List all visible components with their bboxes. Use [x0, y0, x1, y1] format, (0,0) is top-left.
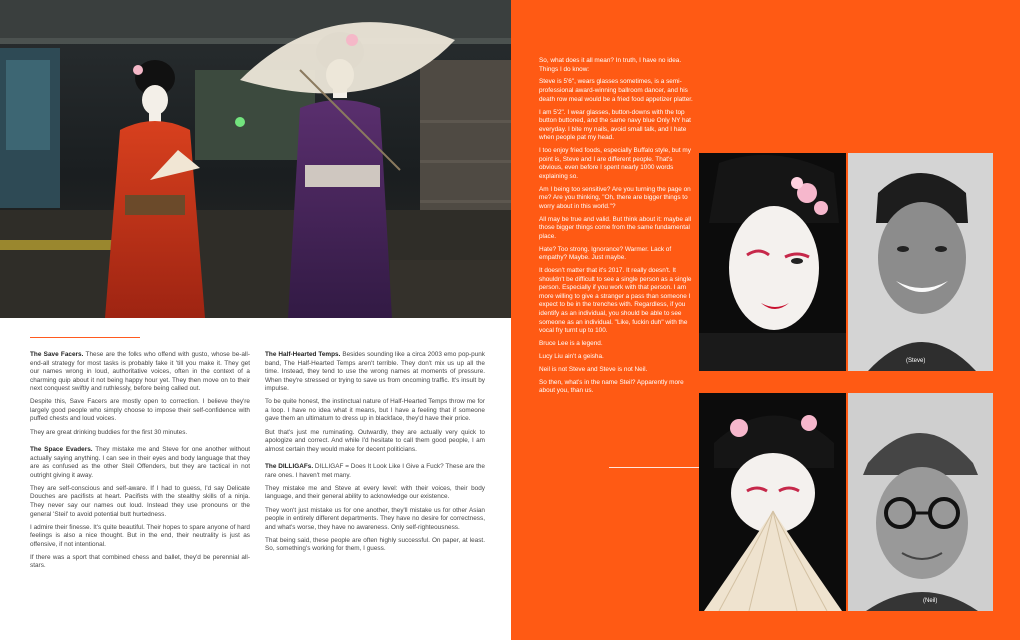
- paragraph: [265, 463, 485, 480]
- paragraph: Bruce Lee is a legend.: [539, 339, 603, 347]
- paragraph: Lucy Liu ain't a geisha.: [539, 352, 604, 360]
- steve-portrait: [848, 153, 993, 371]
- section-heading: The DILLIGAFs.: [265, 463, 314, 471]
- paragraph: [30, 446, 250, 480]
- paragraph-text: These are the folks who offend with gusto, whose be-all-end-all strategy for most tasks is probably fake it 'till you make it. They get our names wrong in loud, authoritative voices, often in the context of a charming quip about it not being happy hour yet. They then move on to their next conquest swiftly and ruthlessly, before being called out.: [30, 351, 250, 393]
- paragraph: All may be true and valid. But think about it: maybe all those bigger things come from the same fundamental place.: [539, 215, 692, 240]
- geisha-portrait-winking: [699, 153, 846, 371]
- paragraph-text: They mistake me and Steve for one another without actually saying anything. I can see in their eyes and body language that they are as confused as the other Steil Offenders, but they are tactical in not outright giving it away.: [30, 446, 250, 479]
- article-column-left: [30, 351, 250, 576]
- paragraph: They are great drinking buddies for the first 30 minutes.: [30, 428, 188, 436]
- paragraph: I admire their finesse. It's quite beautiful. Their hopes to spare anyone of hard feelings is also a nice thought. But in the end, their neutrality is just as offensive, if not intentional.: [30, 523, 250, 548]
- paragraph-text: DILLIGAF = Does It Look Like I Give a Fuck? These are the rare ones. I haven't met many.: [265, 463, 485, 479]
- paragraph: Neil is not Steve and Steve is not Neil.: [539, 365, 648, 373]
- geisha-portrait-fan: [699, 393, 846, 611]
- paragraph: Steve is 5'6", wears glasses sometimes, is a semi-professional award-winning ballroom dancer, and his death row meal would be a fried food appetizer platter.: [539, 78, 693, 103]
- paragraph: They mistake me and Steve at every level: with their voices, their body language, and their general ability to acknowledge our existence.: [265, 484, 485, 501]
- neil-portrait: [848, 393, 993, 611]
- article-column-orange: [539, 57, 697, 400]
- paragraph: I am 5'2". I wear glasses, button-downs with the top button buttoned, and the same navy blue Only NY hat everyday. I bite my nails, avoid small talk, and I hate when people pat my head.: [539, 108, 691, 142]
- paragraph: But that's just me ruminating. Outwardly, they are actually very quick to apologize and correct. And while I'd hesitate to call them good people, I am almost certain they would make for decent politicians.: [265, 428, 485, 453]
- paragraph: [30, 351, 250, 394]
- paragraph: So then, what's in the name Steil? Apparently more about you, than us.: [539, 378, 684, 395]
- paragraph: So, what does it all mean? In truth, I have no idea. Things I do know:: [539, 57, 682, 73]
- section-heading: The Space Evaders.: [30, 446, 93, 454]
- paragraph: If there was a sport that combined chess and ballet, they'd be perennial all-stars.: [30, 553, 250, 570]
- section-divider: [30, 337, 140, 338]
- photo-caption: (Steve): [906, 358, 926, 364]
- paragraph: I too enjoy fried foods, especially Buffalo style, but my point is, Steve and I are different people. That's obvious, even before I spent nearly 1000 words explaining so.: [539, 147, 691, 180]
- article-column-right: [265, 351, 485, 559]
- paragraph: To be quite honest, the instinctual nature of Half-Hearted Temps throw me for a loop. I have no idea what it means, but I have a feeling that if someone gave them an ultimatum to dress up in blackface, they'd have their price.: [265, 398, 485, 423]
- geisha-street-photo: [0, 0, 511, 318]
- paragraph: Am I being too sensitive? Are you turning the page on me? Are you thinking, "Oh, there are bigger things to worry about in this world."?: [539, 185, 691, 210]
- section-divider: [609, 467, 701, 468]
- right-page: [511, 0, 1020, 640]
- paragraph: Hate? Too strong. Ignorance? Warmer. Lack of empathy? Maybe. Just maybe.: [539, 245, 672, 262]
- paragraph: They won't just mistake us for one another, they'll mistake us for other Asian people in entirely different departments. They have no desire for correctness, and what's worse, they have no awareness. Only self-righteousness.: [265, 506, 485, 531]
- paragraph: [265, 351, 485, 394]
- paragraph: They are self-conscious and self-aware. If I had to guess, I'd say Delicate Douches are pacifists at heart. Pacifists with the stealthy skills of a ninja. They never say our names out loud. Instead they use pronouns or the general 'Steil' to avoid potential butt hurtedness.: [30, 484, 250, 518]
- paragraph-text: Besides sounding like a circa 2003 emo pop-punk band, The Half-Hearted Temps aren't terrible. They don't mix us up all the time. Instead, they tend to use the wrong names at moments of pressure. When they're stressed or trying to save us from oncoming traffic. It's insult by impulse.: [265, 351, 485, 393]
- photo-caption: (Neil): [923, 598, 938, 604]
- paragraph: It doesn't matter that it's 2017. It really doesn't. It shouldn't be difficult to see a single person as a single person. Especially if you work with that person. I am more willing to give a stranger a pass than someone I expect to be in the trenches with. Regardless, if you identify as an individual, you should be able to see someone as an individual. "Like, fuckin duh" with the vocal fry turnt up to 100.: [539, 267, 692, 335]
- paragraph: That being said, these people are often highly successful. On paper, at least. So, something's working for them, I guess.: [265, 536, 485, 553]
- section-heading: The Half-Hearted Temps.: [265, 351, 341, 358]
- paragraph: Despite this, Save Facers are mostly open to correction. I believe they're largely good people who simply choose to impose their self-confidence with puffed chests and loud voices.: [30, 398, 250, 423]
- section-heading: The Save Facers.: [30, 351, 84, 358]
